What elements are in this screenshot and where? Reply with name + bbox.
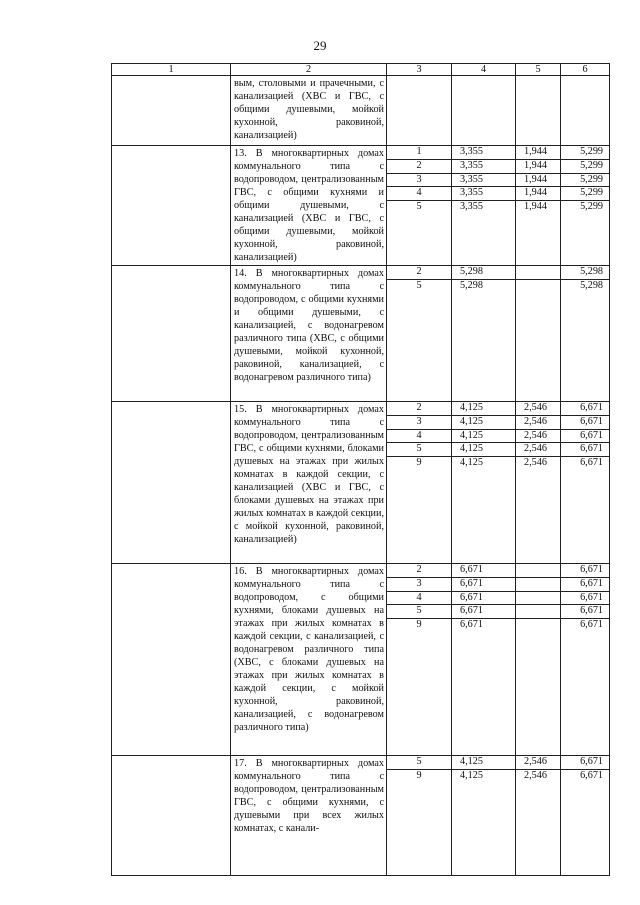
value-column-4 [452,402,516,564]
empty-cell [112,76,231,146]
value-column-6 [561,402,610,564]
value-cell: 5,299 [561,174,609,188]
value-cell: 6,671 [561,416,609,430]
value-cell: 4 [387,592,451,606]
value-cell: 6,671 [580,769,603,781]
value-cell: 3,355 [460,201,483,213]
value-cell [516,605,560,619]
value-cell: 3 [387,578,451,592]
header-col-4: 4 [452,64,516,76]
value-cell: 6,671 [561,443,609,457]
value-cell: 3,355 [452,174,515,188]
value-cell: 3,355 [452,160,515,174]
value-cell: 4,125 [452,402,515,416]
value-cell: 4,125 [452,430,515,444]
table-row [112,266,610,402]
value-column-5 [516,564,561,756]
empty-cell [112,402,231,564]
value-cell: 6,671 [452,592,515,606]
value-cell: 3,355 [452,146,515,160]
value-cell: 1,944 [524,201,547,213]
row-description: 16. В многоквартирных домах коммунального типа с водопроводом, с общими кухнями, блоками душевых на этажах при жилых комнатах в каждой секции, с канализацией, с водонагревом различного типа (ХВС, с блоками душевых на этажах при жилых комнатах в каждой секции, с мойкой кухонной, раковиной, канализацией, с водонагревом различного типа) [231,564,387,756]
empty-cell [112,756,231,876]
value-cell: 5 [416,279,422,291]
value-column-3 [387,266,452,402]
value-cell: 6,671 [561,402,609,416]
value-column-4 [452,146,516,266]
value-cell: 1,944 [516,160,560,174]
value-cell: 2,546 [516,756,560,770]
table-row [112,76,610,146]
value-column-6 [561,76,610,146]
empty-cell [112,266,231,402]
value-cell: 2 [387,402,451,416]
value-cell: 1,944 [516,146,560,160]
value-column-5 [516,76,561,146]
value-cell: 5,299 [580,201,603,213]
value-column-6 [561,266,610,402]
empty-cell [112,564,231,756]
value-cell: 4,125 [452,416,515,430]
value-cell: 4,125 [460,457,483,469]
value-cell: 6,671 [561,756,609,770]
value-cell: 6,671 [561,592,609,606]
value-column-4 [452,266,516,402]
value-cell: 5,298 [452,266,515,280]
value-cell: 2 [387,564,451,578]
value-cell: 6,671 [561,578,609,592]
value-cell: 5 [387,756,451,770]
value-cell: 2,546 [524,457,547,469]
value-cell: 6,671 [580,619,603,631]
value-column-5 [516,402,561,564]
table-row [112,146,610,266]
value-cell: 6,671 [460,619,483,631]
value-column-4 [452,756,516,876]
value-cell: 9 [416,619,422,631]
tariff-table [111,63,610,876]
value-cell: 3 [387,416,451,430]
table-header-row [112,64,610,76]
value-cell: 4 [387,187,451,201]
table-row [112,756,610,876]
value-column-6 [561,564,610,756]
value-column-3 [387,756,452,876]
value-cell: 9 [416,457,422,469]
value-column-3 [387,402,452,564]
value-cell: 5 [416,201,422,213]
value-cell: 2 [387,160,451,174]
value-cell: 5 [387,443,451,457]
header-col-2: 2 [231,64,387,76]
page-number: 29 [313,38,327,53]
header-col-5: 5 [516,64,561,76]
value-cell: 6,671 [580,457,603,469]
value-column-5 [516,756,561,876]
table-row [112,402,610,564]
value-cell: 5 [387,605,451,619]
header-col-3: 3 [387,64,452,76]
value-cell: 1 [387,146,451,160]
table-row [112,564,610,756]
value-cell: 3 [387,174,451,188]
value-cell: 6,671 [452,564,515,578]
value-cell: 1,944 [516,187,560,201]
value-column-6 [561,756,610,876]
value-column-4 [452,564,516,756]
value-cell: 1,944 [516,174,560,188]
value-column-3 [387,146,452,266]
value-cell: 2,546 [516,402,560,416]
value-cell: 5,299 [561,146,609,160]
row-description: 15. В многоквартирных домах коммунального типа с водопроводом, централизованным ГВС, с общими кухнями, блоками душевых на этажах при жилых комнатах в каждой секции, с канализацией (ХВС и ГВС, с блоками душевых на этажах при жилых комнатах в каждой секции, с мойкой кухонной, раковиной, канализацией) [231,402,387,564]
value-column-3 [387,76,452,146]
value-cell: 3,355 [452,187,515,201]
header-col-6: 6 [561,64,610,76]
value-cell: 5,298 [561,266,609,280]
value-column-3 [387,564,452,756]
value-cell: 6,671 [561,605,609,619]
value-cell [516,280,560,293]
value-column-5 [516,146,561,266]
value-cell [516,592,560,606]
row-description: 14. В многоквартирных домах коммунального типа с водопроводом, с общими кухнями и общими душевыми, с канализацией, с водонагревом различного типа (ХВС, с общими душевыми, мойкой кухонной, раковиной, канализацией, с водонагревом различного типа) [231,266,387,402]
value-column-5 [516,266,561,402]
value-column-6 [561,146,610,266]
value-cell: 2,546 [516,416,560,430]
header-col-1: 1 [112,64,231,76]
value-cell: 6,671 [452,578,515,592]
value-cell [516,578,560,592]
value-cell: 6,671 [561,564,609,578]
value-cell: 4 [387,430,451,444]
value-cell: 4,125 [452,756,515,770]
row-description: вым, столовыми и прачечными, с канализацией (ХВС и ГВС, с общими душевыми, мойкой кухонной, раковиной, канализацией) [231,76,387,146]
value-cell [516,619,560,632]
value-cell: 6,671 [452,605,515,619]
empty-cell [112,146,231,266]
value-cell: 2,546 [516,430,560,444]
value-cell: 5,298 [460,279,483,291]
value-column-4 [452,76,516,146]
value-cell: 2 [387,266,451,280]
value-cell: 5,299 [561,187,609,201]
row-description: 13. В многоквартирных домах коммунального типа с водопроводом, централизованным ГВС, с общими кухнями и общими душевыми, с канализацией (ХВС и ГВС, с общими душевыми, мойкой кухонной, раковиной, канализацией) [231,146,387,266]
value-cell: 5,298 [580,279,603,291]
value-cell: 2,546 [516,443,560,457]
value-cell: 9 [416,769,422,781]
value-cell: 2,546 [524,769,547,781]
value-cell [516,266,560,280]
value-cell [516,564,560,578]
value-cell: 5,299 [561,160,609,174]
value-cell: 4,125 [452,443,515,457]
row-description: 17. В многоквартирных домах коммунального типа с водопроводом, централизованным ГВС, с общими кухнями, с душевыми при всех жилых комнатах, с канали- [231,756,387,876]
value-cell: 4,125 [460,769,483,781]
value-cell: 6,671 [561,430,609,444]
